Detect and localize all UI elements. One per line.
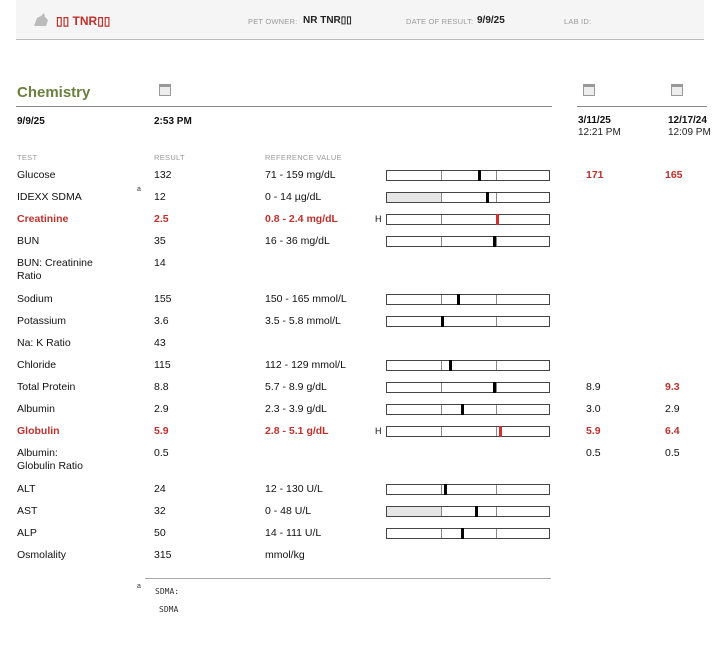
test-result: 43 (154, 337, 166, 349)
print-icon[interactable] (159, 84, 171, 96)
test-result: 8.8 (154, 381, 169, 393)
history-1-value: 0.5 (586, 447, 601, 459)
test-result: 0.5 (154, 447, 169, 459)
high-flag: H (375, 214, 382, 224)
test-result: 14 (154, 257, 166, 269)
test-result: 50 (154, 527, 166, 539)
range-bar-marker (457, 294, 460, 305)
range-bar (386, 316, 550, 327)
test-name: ALP (17, 527, 37, 539)
range-bar-divider (496, 237, 497, 246)
range-bar (386, 294, 550, 305)
footnote-line-1: SDMA: (155, 587, 180, 596)
reference-range: 14 - 111 U/L (265, 527, 322, 539)
range-bar-divider (441, 383, 442, 392)
reference-range: 0.8 - 2.4 mg/dL (265, 213, 338, 225)
section-title: Chemistry (17, 84, 91, 101)
history-1-value: 8.9 (586, 381, 601, 393)
test-name: ALT (17, 483, 36, 495)
range-bar-marker (478, 170, 481, 181)
high-flag: H (375, 426, 382, 436)
range-bar (386, 192, 550, 203)
range-bar-divider (496, 485, 497, 494)
history-2-value: 0.5 (665, 447, 680, 459)
range-bar-divider (496, 295, 497, 304)
range-bar-shade (387, 193, 442, 202)
footnote-divider (145, 578, 551, 579)
history-2-date: 12/17/24 (668, 115, 707, 126)
range-bar-marker (475, 506, 478, 517)
test-name: Albumin: (17, 447, 58, 459)
test-result: 115 (154, 359, 171, 371)
range-bar-divider (441, 193, 442, 202)
range-bar (386, 506, 550, 517)
range-bar (386, 404, 550, 415)
col-result: RESULT (154, 153, 185, 162)
range-bar (386, 236, 550, 247)
owner-label: PET OWNER: (248, 17, 298, 26)
test-name: AST (17, 505, 38, 517)
test-name: BUN: Creatinine (17, 257, 93, 269)
test-name: Total Protein (17, 381, 76, 393)
history-1-value: 5.9 (586, 425, 601, 437)
reference-range: 12 - 130 U/L (265, 483, 323, 495)
range-bar-divider (441, 427, 442, 436)
test-result: 2.9 (154, 403, 169, 415)
range-bar-divider (441, 507, 442, 516)
reference-range: 2.3 - 3.9 g/dL (265, 403, 327, 415)
range-bar (386, 382, 550, 393)
test-result: 155 (154, 293, 172, 305)
range-bar-marker (444, 484, 447, 495)
range-bar-marker (493, 382, 496, 393)
reference-range: 3.5 - 5.8 mmol/L (265, 315, 341, 327)
result-date: 9/9/25 (17, 116, 45, 127)
test-name-line-2: Globulin Ratio (17, 460, 83, 472)
range-bar-marker (499, 426, 502, 437)
date-label: DATE OF RESULT: (406, 17, 474, 26)
test-result: 24 (154, 483, 166, 495)
range-bar (386, 426, 550, 437)
test-result: 315 (154, 549, 172, 561)
range-bar-divider (496, 405, 497, 414)
history-2-time: 12:09 PM (668, 127, 711, 138)
range-bar (386, 528, 550, 539)
reference-range: 112 - 129 mmol/L (265, 359, 346, 371)
test-result: 3.6 (154, 315, 169, 327)
result-time: 2:53 PM (154, 116, 192, 127)
history-2-value: 165 (665, 169, 683, 181)
history-1-time: 12:21 PM (578, 127, 621, 138)
pet-name: ▯▯ TNR▯▯ (56, 14, 111, 28)
pet-icon (32, 12, 50, 28)
range-bar (386, 484, 550, 495)
reference-range: 2.8 - 5.1 g/dL (265, 425, 329, 437)
range-bar-marker (493, 236, 496, 247)
range-bar-marker (496, 214, 499, 225)
test-result: 32 (154, 505, 166, 517)
test-result: 5.9 (154, 425, 169, 437)
reference-range: 16 - 36 mg/dL (265, 235, 330, 247)
test-name: Albumin (17, 403, 55, 415)
col-reference: REFERENCE VALUE (265, 153, 342, 162)
range-bar-divider (496, 529, 497, 538)
test-result: 35 (154, 235, 166, 247)
report-header (16, 0, 704, 40)
history-1-value: 171 (586, 169, 604, 181)
footnote-line-2: SDMA (159, 605, 179, 614)
range-bar-divider (496, 171, 497, 180)
test-name: BUN (17, 235, 40, 247)
footnote-ref: a (137, 186, 141, 193)
test-name: Globulin (17, 425, 60, 437)
range-bar-marker (486, 192, 489, 203)
range-bar (386, 360, 550, 371)
range-bar-divider (441, 237, 442, 246)
reference-range: 150 - 165 mmol/L (265, 293, 347, 305)
print-history-2-icon[interactable] (671, 84, 683, 96)
range-bar-divider (441, 485, 442, 494)
test-result: 12 (154, 191, 166, 203)
reference-range: 0 - 14 µg/dL (265, 191, 322, 203)
range-bar-divider (496, 427, 497, 436)
reference-range: 5.7 - 8.9 g/dL (265, 381, 327, 393)
reference-range: mmol/kg (265, 549, 305, 561)
test-name: Glucose (17, 169, 56, 181)
range-bar-divider (496, 317, 497, 326)
footnote-marker: a (137, 583, 141, 590)
history-1-date: 3/11/25 (578, 115, 611, 126)
range-bar-divider (496, 193, 497, 202)
lab-id-label: LAB ID: (564, 17, 592, 26)
test-name: Sodium (17, 293, 53, 305)
print-history-1-icon[interactable] (583, 84, 595, 96)
range-bar (386, 214, 550, 225)
range-bar-divider (496, 507, 497, 516)
range-bar-marker (461, 404, 464, 415)
history-2-value: 2.9 (665, 403, 680, 415)
range-bar-divider (441, 361, 442, 370)
test-name: IDEXX SDMA (17, 191, 82, 203)
test-result: 132 (154, 169, 172, 181)
owner-value: NR TNR▯▯ (303, 15, 352, 26)
range-bar-marker (449, 360, 452, 371)
range-bar-divider (496, 361, 497, 370)
history-divider (577, 106, 707, 107)
test-result: 2.5 (154, 213, 169, 225)
col-test: TEST (17, 153, 38, 162)
range-bar-divider (441, 405, 442, 414)
range-bar (386, 170, 550, 181)
test-name: Osmolality (17, 549, 67, 561)
reference-range: 0 - 48 U/L (265, 505, 312, 517)
range-bar-divider (441, 171, 442, 180)
range-bar-divider (441, 295, 442, 304)
history-2-value: 9.3 (665, 381, 680, 393)
test-name: Creatinine (17, 213, 69, 225)
range-bar-marker (461, 528, 464, 539)
history-2-value: 6.4 (665, 425, 680, 437)
range-bar-divider (496, 383, 497, 392)
range-bar-marker (441, 316, 444, 327)
test-name: Potassium (17, 315, 67, 327)
history-1-value: 3.0 (586, 403, 601, 415)
section-divider (16, 106, 552, 107)
test-name-line-2: Ratio (17, 270, 42, 282)
date-value: 9/9/25 (477, 15, 505, 26)
test-name: Chloride (17, 359, 57, 371)
range-bar-shade (387, 507, 442, 516)
range-bar-divider (441, 529, 442, 538)
range-bar-divider (441, 215, 442, 224)
reference-range: 71 - 159 mg/dL (265, 169, 336, 181)
test-name: Na: K Ratio (17, 337, 71, 349)
